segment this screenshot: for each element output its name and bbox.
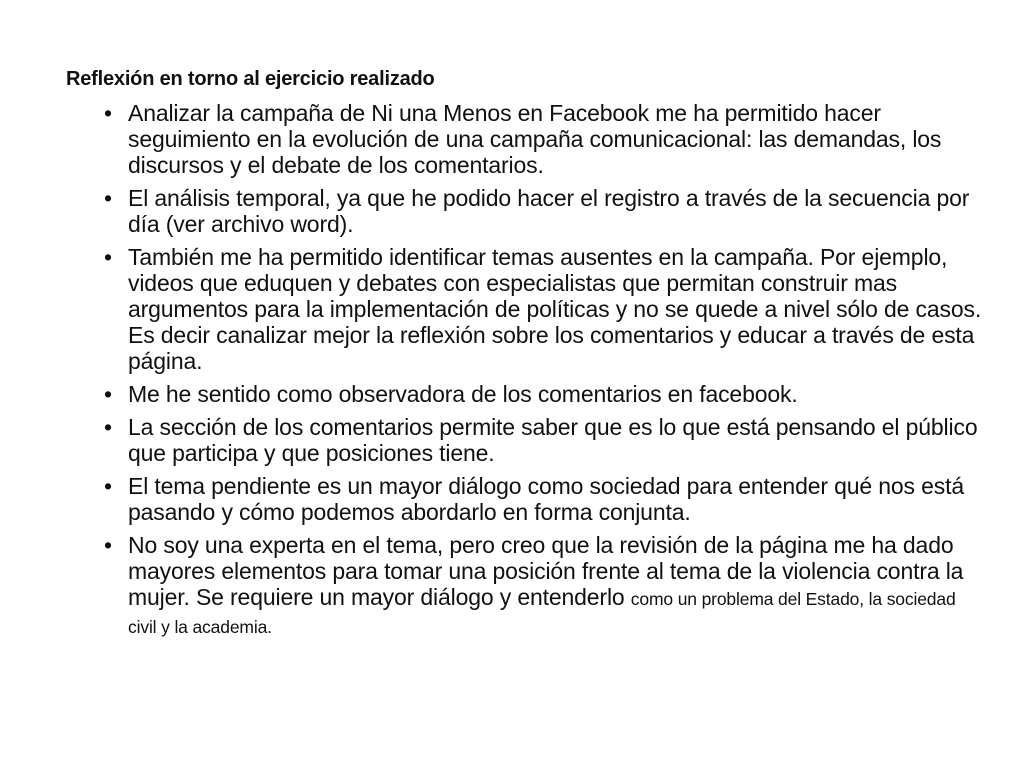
bullet-item [104,381,984,407]
bullet-icon: • [104,473,112,499]
slide-heading: Reflexión en torno al ejercicio realizado [66,68,435,90]
bullet-item [104,100,984,178]
bullet-item [104,532,984,640]
bullet-item [104,414,984,466]
bullet-icon: • [104,381,112,407]
bullet-text: No soy una experta en el tema, pero creo que la revisión de la página me ha dado mayores elementos para tomar una posición frente al tema de la violencia contra la mujer. Se requiere un mayor diálogo y entenderlo [128,532,964,610]
bullet-item [104,244,984,374]
bullet-text: El tema pendiente es un mayor diálogo como sociedad para entender qué nos está pasando y cómo podemos abordarlo en forma conjunta. [128,473,965,525]
bullet-icon: • [104,100,112,126]
bullet-text-tail: como un problema del Estado, la sociedad civil y la academia. [128,589,956,637]
bullet-list [104,100,984,647]
bullet-item [104,185,984,237]
bullet-icon: • [104,532,112,558]
bullet-text: El análisis temporal, ya que he podido hacer el registro a través de la secuencia por día (ver archivo word). [128,185,970,237]
bullet-icon: • [104,185,112,211]
bullet-text: Analizar la campaña de Ni una Menos en Facebook me ha permitido hacer seguimiento en la evolución de una campaña comunicacional: las demandas, los discursos y el debate de los comentarios. [128,100,942,178]
bullet-item [104,473,984,525]
bullet-text: Me he sentido como observadora de los comentarios en facebook. [128,381,798,407]
bullet-icon: • [104,244,112,270]
bullet-text: También me ha permitido identificar temas ausentes en la campaña. Por ejemplo, videos que eduquen y debates con especialistas que permitan construir mas argumentos para la implementación de políticas y no se quede a nivel sólo de casos. Es decir canalizar mejor la reflexión sobre los comentarios y educar a través de esta página. [128,244,982,374]
bullet-icon: • [104,414,112,440]
bullet-text: La sección de los comentarios permite saber que es lo que está pensando el público que participa y que posiciones tiene. [128,414,978,466]
